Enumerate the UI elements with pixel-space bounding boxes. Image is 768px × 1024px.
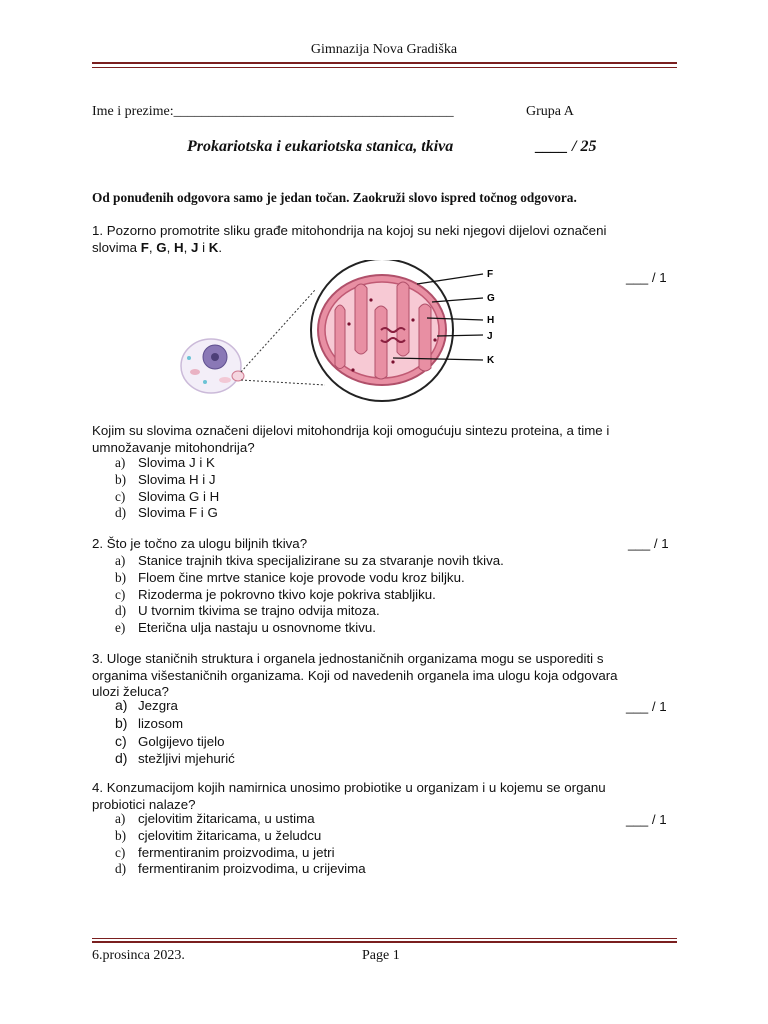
- test-title: Prokariotska i eukariotska stanica, tkiva: [187, 138, 454, 155]
- footer-date: 6.prosinca 2023.: [92, 948, 185, 963]
- q1-option-d[interactable]: d) Slovima F i G: [115, 505, 218, 521]
- cell-illustration: [181, 339, 244, 393]
- q4-option-a[interactable]: a) cjelovitim žitaricama, u ustima: [115, 811, 315, 826]
- mitochondrion-zoom: [311, 260, 453, 401]
- name-field-label: Ime i prezime:________________________________________: [92, 104, 454, 119]
- q3-options: [115, 697, 235, 768]
- q2-option-a[interactable]: a) Stanice trajnih tkiva specijalizirane su za stvaranje novih tkiva.: [115, 553, 504, 568]
- q1-question: Kojim su slovima označeni dijelovi mitohondrija koji omogućuju sintezu proteina, a time i umnožavanje mitohondrija?: [92, 423, 610, 455]
- header-school: Gimnazija Nova Gradiška: [310, 42, 458, 57]
- total-score: ____ / 25: [536, 138, 597, 155]
- q1-prompt: [92, 223, 672, 256]
- figure-label-h: H: [487, 315, 495, 326]
- q4-option-b[interactable]: b) cjelovitim žitaricama, u želudcu: [115, 827, 322, 843]
- q1-prompt-line1: 1. Pozorno promotrite sliku građe mitohondrija na kojoj su neki njegovi dijelovi označeni: [92, 223, 607, 238]
- q2-options: [115, 553, 504, 637]
- figure-label-f: F: [487, 269, 494, 280]
- q1-option-a[interactable]: a) Slovima J i K: [115, 455, 215, 470]
- q2-option-d[interactable]: d) U tvornim tkivima se trajno odvija mitoza.: [115, 603, 380, 619]
- q1-option-b[interactable]: b) Slovima H i J: [115, 471, 216, 487]
- q3-score: ___ / 1: [626, 699, 667, 714]
- header-rule-thin: [92, 67, 677, 68]
- q1-prompt-line2: slovima F, G, H, J i K.: [92, 239, 223, 255]
- header-rule: [92, 62, 677, 64]
- q2-option-b[interactable]: b) Floem čine mrtve stanice koje provode vodu kroz biljku.: [115, 569, 465, 585]
- q4-score: ___ / 1: [626, 812, 667, 827]
- q4-prompt: 4. Konzumacijom kojih namirnica unosimo probiotike u organizam i u kojemu se organu probiotici nalaze?: [92, 780, 606, 812]
- q4-option-c[interactable]: c) fermentiranim proizvodima, u jetri: [115, 844, 335, 860]
- q1-option-c[interactable]: c) Slovima G i H: [115, 488, 220, 504]
- figure-label-k: K: [487, 355, 495, 366]
- figure-label-j: J: [487, 331, 493, 342]
- q1-score: ___ / 1: [626, 270, 667, 285]
- group-label: Grupa A: [526, 104, 574, 119]
- q1-letter-k: K: [208, 239, 219, 255]
- q1-letter-f: F: [140, 239, 149, 255]
- mitochondria-figure: [175, 260, 505, 420]
- q1-letter-j: J: [191, 239, 199, 255]
- q4-option-d[interactable]: d) fermentiranim proizvodima, u crijevima: [115, 861, 366, 877]
- figure-label-g: G: [487, 293, 495, 304]
- q2-score: ___ / 1: [628, 536, 669, 551]
- q4-options: [115, 811, 366, 878]
- q3-prompt: 3. Uloge staničnih struktura i organela jednostaničnih organizama mogu se usporediti s organima višestaničnih organizama. Koji od navedenih organela ima ulogu koja odgovara ulozi želuca?: [92, 651, 618, 699]
- footer-rule-thin: [92, 938, 677, 939]
- instruction: Od ponuđenih odgovora samo je jedan točan. Zaokruži slovo ispred točnog odgovora.: [92, 190, 577, 205]
- q2-option-e[interactable]: e) Eterična ulja nastaju u osnovnome tkivu.: [115, 620, 377, 636]
- q1-letter-h: H: [174, 239, 184, 255]
- q3-option-a[interactable]: a) Jezgra: [115, 697, 178, 713]
- q3-option-d[interactable]: d) stežljivi mjehurić: [115, 750, 235, 767]
- q1-letter-g: G: [156, 239, 167, 255]
- q2-option-c[interactable]: c) Rizoderma je pokrovno tkivo koje pokriva stabljiku.: [115, 586, 436, 602]
- q1-options: [115, 455, 219, 522]
- q3-option-b[interactable]: b) lizosom: [115, 714, 184, 731]
- q2-prompt: 2. Što je točno za ulogu biljnih tkiva?: [92, 536, 308, 551]
- q3-option-c[interactable]: c) Golgijevo tijelo: [115, 732, 225, 749]
- footer-rule: [92, 941, 677, 943]
- footer-page-number: Page 1: [362, 948, 400, 963]
